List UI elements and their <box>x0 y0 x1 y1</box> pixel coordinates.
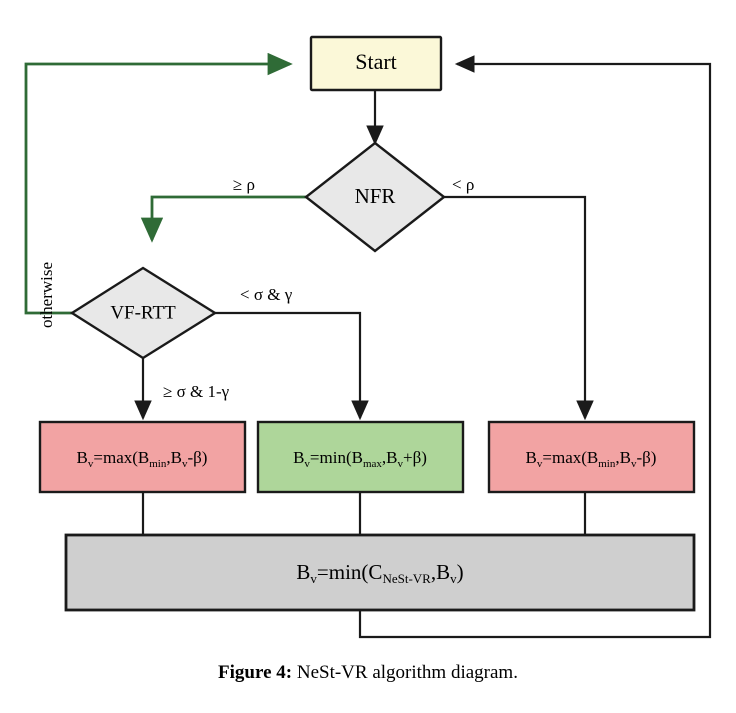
edge-label-nfr-lt: < ρ <box>452 175 475 194</box>
edge-label-nfr-ge: ≥ ρ <box>232 175 255 194</box>
figure-caption <box>0 662 736 684</box>
node-action-right-label: $B_v=\max(B_{min},B_v-\beta)$ <box>525 447 657 470</box>
figure-caption-label: Figure 4: <box>218 662 293 683</box>
node-start-label: Start <box>355 49 397 75</box>
connector-group-highlight <box>26 64 306 313</box>
node-action-mid-label: $B_v=\min(B_{max},B_v+\beta)$ <box>293 447 427 470</box>
edge-vfrtt-lt-to-action-mid <box>215 313 360 418</box>
node-vfrtt-label: VF-RTT <box>110 302 176 324</box>
edge-label-vfrtt-lt: < σ & γ <box>240 285 293 304</box>
figure-caption-text: NeSt-VR algorithm diagram. <box>296 662 518 683</box>
node-action-left-label: $B_v=\max(B_{min},B_v-\beta)$ <box>76 447 208 470</box>
node-nfr-label: NFR <box>354 183 396 208</box>
edge-nfr-lt-to-action-right <box>444 197 585 418</box>
edge-label-otherwise: otherwise <box>37 261 56 329</box>
node-final-label: $B_v=\min(C_{NeSt-VR},B_v)$ <box>296 559 464 586</box>
edge-label-vfrtt-ge: ≥ σ & 1-γ <box>163 382 230 401</box>
edge-nfr-ge-to-vfrtt <box>152 197 306 240</box>
